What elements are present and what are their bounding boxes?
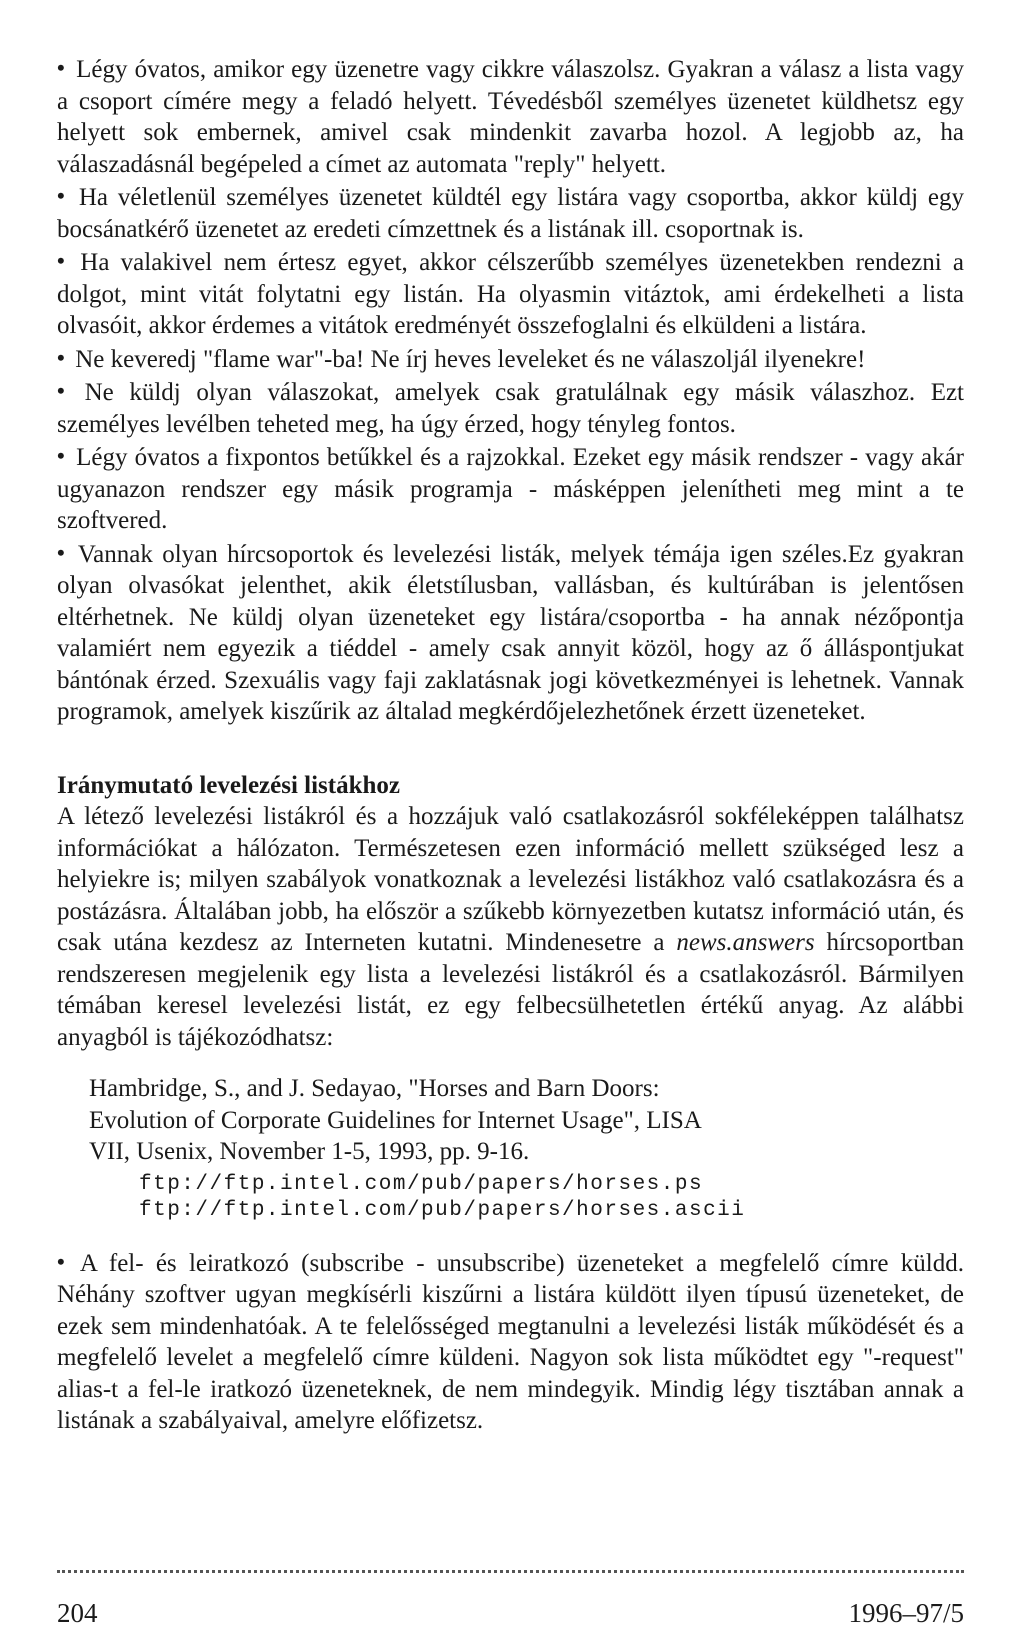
section-intro (57, 801, 964, 1053)
bullet-mark: • (57, 443, 65, 468)
issue-number: 1996–97/5 (848, 1598, 964, 1628)
paragraph-text: A fel- és leiratkozó (subscribe - unsubscribe) üzeneteket a megfelelő címre küldd. Néhány szoftver ugyan megkísérli kiszűrni a listára küldött ilyen típusú üzeneteket, de ezek sem mindenhatóak. A te felelősséged megtanulni a levelezési listák működését és a megfelelő levelet a megfelelő címre küldeni. Nagyon sok lista működtet egy "-request" alias-t a fel-le iratkozó üzeneteknek, de nem mindegyik. Mindig légy tisztában annak a listának a szabályaival, amelyre előfizetsz. (57, 1249, 964, 1434)
reference-citation (89, 1073, 964, 1168)
bullet-paragraph-7 (57, 537, 964, 728)
page-number: 204 (57, 1598, 98, 1628)
paragraph-text: Ne küldj olyan válaszokat, amelyek csak gratulálnak egy másik válaszhoz. Ezt személyes levélben teheted meg, ha úgy érzed, hogy tényleg fontos. (57, 379, 965, 438)
footer-divider (57, 1570, 964, 1573)
bullet-paragraph-6 (57, 440, 964, 537)
bullet-mark: • (57, 539, 65, 565)
reference-urls (57, 1172, 964, 1224)
bullet-paragraph-3 (57, 245, 964, 342)
paragraph-text: Légy óvatos, amikor egy üzenetre vagy cikkre válaszolsz. Gyakran a válasz a lista vagy a csoport címére megy a feladó helyett. Tévedésből személyes üzenetet küldhetsz egy helyett sok embernek, amivel csak mindenkit zavarba hozol. A legjobb az, ha válaszadásnál begépeled a címet az automata "reply" helyett. (57, 56, 965, 178)
bullet-paragraph-subscribe (57, 1246, 964, 1437)
bullet-paragraph-4 (57, 342, 964, 376)
bullet-mark: • (57, 183, 65, 208)
ftp-url: ftp://ftp.intel.com/pub/papers/horses.ascii (139, 1198, 746, 1222)
section-heading: Iránymutató levelezési listákhoz (57, 771, 401, 799)
paragraph-text: Ne keveredj "flame war"-ba! Ne írj heves leveleket és ne válaszoljál ilyenekre! (75, 345, 866, 373)
reference-line: Evolution of Corporate Guidelines for Internet Usage", LISA (89, 1106, 702, 1134)
bullet-mark: • (57, 344, 65, 370)
reference-line: Hambridge, S., and J. Sedayao, "Horses and Barn Doors: (89, 1075, 660, 1102)
paragraph-text: Ha valakivel nem értesz egyet, akkor célszerűbb személyes üzenetekben rendezni a dolgot, mint vitát folytatni egy listán. Ha olyasmin vitáztok, ami érdekelheti a lista olvasóit, akkor érdemes a vitátok eredményét összefoglalni és elküldeni a listára. (57, 249, 964, 339)
bullet-mark: • (57, 378, 65, 403)
bullet-mark: • (57, 55, 65, 80)
ftp-url: ftp://ftp.intel.com/pub/papers/horses.ps (139, 1172, 704, 1196)
intro-text-before: A létező levelezési listákról és a hozzájuk való csatlakozásról sokféleképpen találhatsz információkat a hálózaton. Természetesen ezen információ mellett szükséged lesz a helyiekre is; milyen szabályok vonatkoznak a levelezési listákhoz való csatlakozásra és a postázásra. Általában jobb, ha először a szűkebb környezetben kutatsz információ után, és csak utána kezdesz az Interneten kutatni. Mindenesetre a (57, 803, 964, 956)
bullet-paragraph-1 (57, 52, 964, 180)
paragraph-text: Légy óvatos a fixpontos betűkkel és a rajzokkal. Ezeket egy másik rendszer - vagy akár ugyanazon rendszer egy másik programja - másképpen jelenítheti meg mint a te szoftvered. (57, 444, 965, 534)
bullet-mark: • (57, 248, 65, 273)
newsgroup-name: news.answers (676, 929, 815, 956)
bullet-mark: • (57, 1248, 65, 1274)
bullet-paragraph-2 (57, 180, 964, 245)
paragraph-text: Ha véletlenül személyes üzenetet küldtél egy listára vagy csoportba, akkor küldj egy bocsánatkérő üzenetet az eredeti címzettnek és a listának ill. csoportnak is. (57, 184, 965, 243)
bullet-paragraph-5 (57, 375, 964, 440)
page-body (57, 52, 964, 1437)
intro-text-after: hírcsoportban rendszeresen megjelenik egy lista a levelezési listákról és a csatlakozásról. Bármilyen témában keresel levelezési listát, ez egy felbecsülhetetlen értékű anyag. Az alábbi anyagból is tájékozódhatsz: (57, 929, 964, 1051)
reference-line: VII, Usenix, November 1-5, 1993, pp. 9-16. (89, 1138, 530, 1165)
paragraph-text: Vannak olyan hírcsoportok és levelezési listák, melyek témája igen széles.Ez gyakran olyan olvasókat jelenthet, akik életstílusban, vallásban, és kultúrában is jelentősen eltérhetnek. Ne küldj olyan üzeneteket egy listára/csoportba - ha annak nézőpontja valamiért nem egyezik a tiéddel - amely csak annyit közöl, hogy az ő álláspontjukat bántónak érzed. Szexuális vagy faji zaklatásnak jogi következményei is lehetnek. Vannak programok, amelyek kiszűrik az általad megkérdőjelezhetőnek érzett üzeneteket. (57, 540, 964, 725)
